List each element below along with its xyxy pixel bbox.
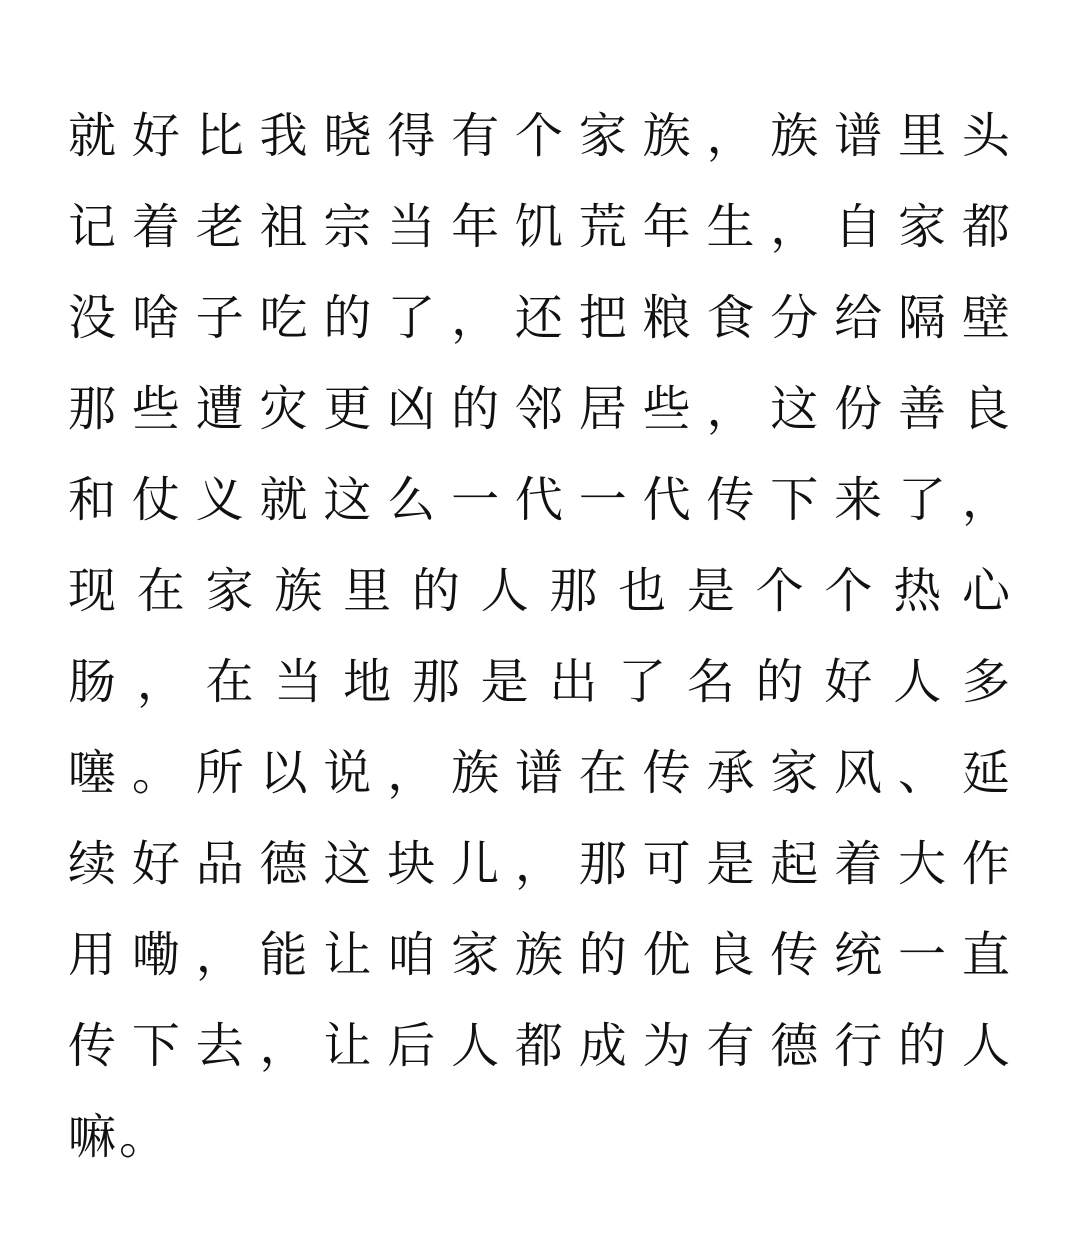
- text-line: 就 好 比 我 晓 得 有 个 家 族 ， 族 谱 里 头: [68, 108, 1010, 164]
- text-line: 那 些 遭 灾 更 凶 的 邻 居 些 ， 这 份 善 良: [68, 381, 1010, 437]
- text-line: 记 着 老 祖 宗 当 年 饥 荒 年 生 ， 自 家 都: [68, 199, 1010, 255]
- text-line: 肠 ， 在 当 地 那 是 出 了 名 的 好 人 多: [68, 654, 1010, 710]
- text-line: 和 仗 义 就 这 么 一 代 一 代 传 下 来 了 ，: [68, 472, 1010, 528]
- text-line: 用 嘞 ， 能 让 咱 家 族 的 优 良 传 统 一 直: [68, 927, 1010, 983]
- text-line: 现 在 家 族 里 的 人 那 也 是 个 个 热 心: [68, 563, 1010, 619]
- text-line: 传 下 去 ， 让 后 人 都 成 为 有 德 行 的 人: [68, 1018, 1010, 1074]
- article-text: [68, 91, 1018, 1183]
- text-line: 噻 。 所 以 说 ， 族 谱 在 传 承 家 风 、 延: [68, 745, 1010, 801]
- text-line: 没 啥 子 吃 的 了 ， 还 把 粮 食 分 给 隔 壁: [68, 290, 1010, 346]
- text-line: 嘛。: [68, 1109, 171, 1165]
- text-line: 续 好 品 德 这 块 儿 ， 那 可 是 起 着 大 作: [68, 836, 1010, 892]
